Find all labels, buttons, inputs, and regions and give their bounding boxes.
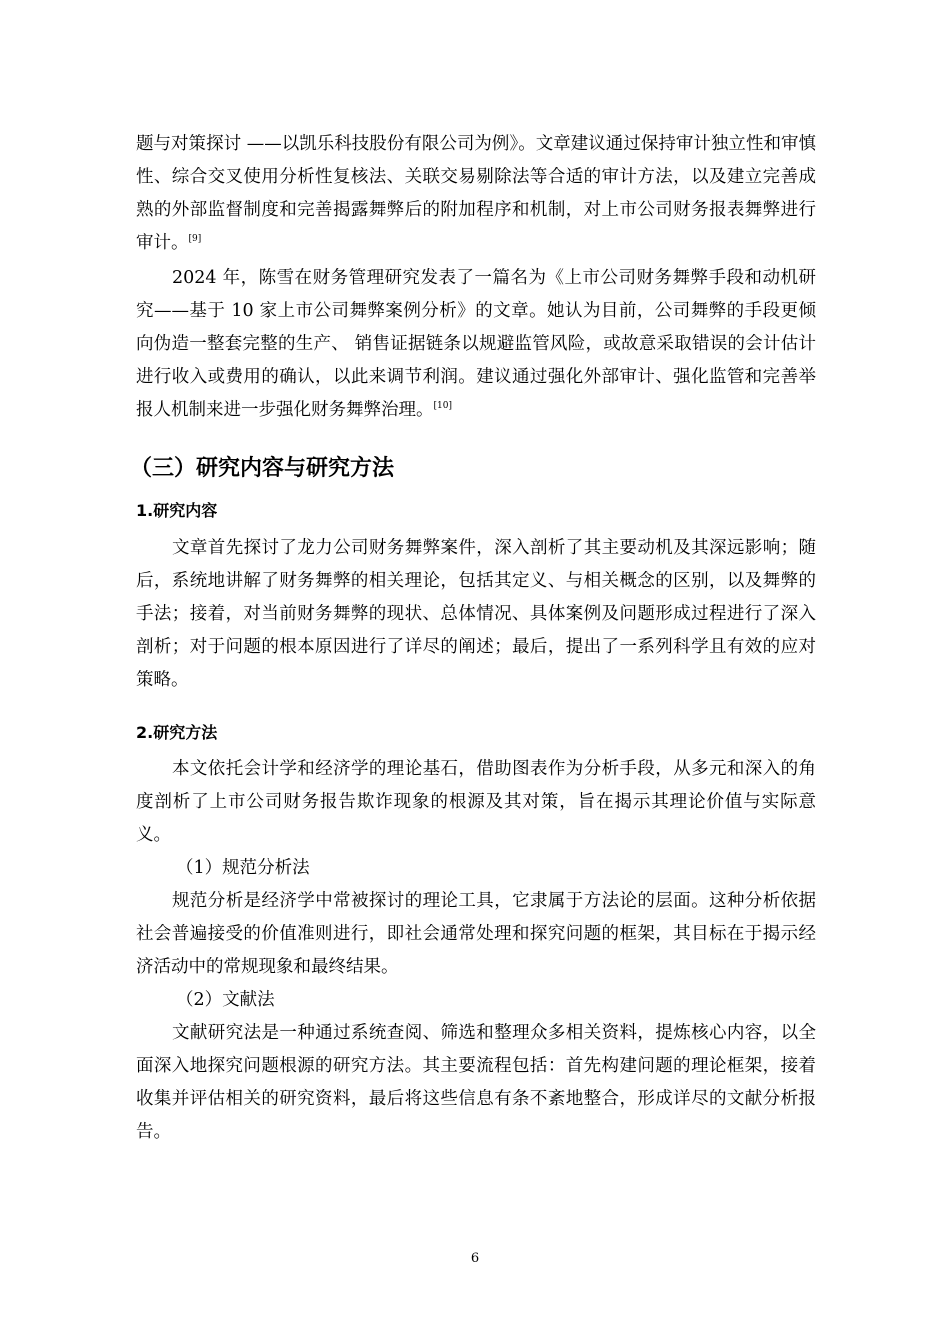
citation-9: [9] (188, 234, 202, 245)
research-content-paragraph: 文章首先探讨了龙力公司财务舞弊案件，深入剖析了其主要动机及其深远影响；随后，系统地讲解了财务舞弊的相关理论，包括其定义、与相关概念的区别，以及舞弊的手法；接着，对当前财务舞弊的现状、总体情况、具体案例及问题形成过程进行了深入剖析；对于问题的根本原因进行了详尽的阐述；最后，提出了一系列科学且有效的应对策略。 (136, 538, 816, 690)
citation-10: [10] (433, 401, 452, 412)
method-literature-paragraph: 文献研究法是一种通过系统查阅、筛选和整理众多相关资料，提炼核心内容，以全面深入地探究问题根源的研究方法。其主要流程包括：首先构建问题的理论框架，接着收集并评估相关的研究资料，最后将这些信息有条不紊地整合，形成详尽的文献分析报告。 (136, 1023, 816, 1142)
method-normative-paragraph: 规范分析是经济学中常被探讨的理论工具，它隶属于方法论的层面。这种分析依据社会普遍接受的价值准则进行，即社会通常处理和探究问题的框架，其目标在于揭示经济活动中的常规现象和最终结果。 (136, 891, 816, 977)
continued-paragraph-text: 题与对策探讨 ——以凯乐科技股份有限公司为例》。文章建议通过保持审计独立性和审慎性、综合交叉使用分析性复核法、关联交易剔除法等合适的审计方法，以及建立完善成熟的外部监督制度和完善揭露舞弊后的附加程序和机制，对上市公司财务报表舞弊进行审计。 (136, 134, 816, 253)
subsection-heading-content: 1.研究内容 (136, 501, 218, 520)
page-content (130, 128, 816, 1149)
method-literature-label: （2）文献法 (176, 990, 275, 1010)
section-heading: （三）研究内容与研究方法 (130, 456, 395, 481)
method-normative-label: （1）规范分析法 (176, 858, 310, 878)
page-number: 6 (470, 1251, 480, 1266)
continued-paragraph (136, 128, 816, 260)
paragraph-2024 (136, 262, 816, 427)
paragraph-2024-text: 2024 年，陈雪在财务管理研究发表了一篇名为《上市公司财务舞弊手段和动机研究——基于 10 家上市公司舞弊案例分析》的文章。她认为目前，公司舞弊的手段更倾向伪造一整套完整的生产、 销售证据链条以规避监管风险，或故意采取错误的会计估计进行收入或费用的确认，以此来调节利润。建议通过强化外部审计、强化监管和完善举报人机制来进一步强化财务舞弊治理。 (136, 268, 816, 420)
research-methods-paragraph: 本文依托会计学和经济学的理论基石，借助图表作为分析手段，从多元和深入的角度剖析了上市公司财务报告欺诈现象的根源及其对策，旨在揭示其理论价值与实际意义。 (136, 759, 816, 845)
subsection-heading-methods: 2.研究方法 (136, 723, 218, 742)
